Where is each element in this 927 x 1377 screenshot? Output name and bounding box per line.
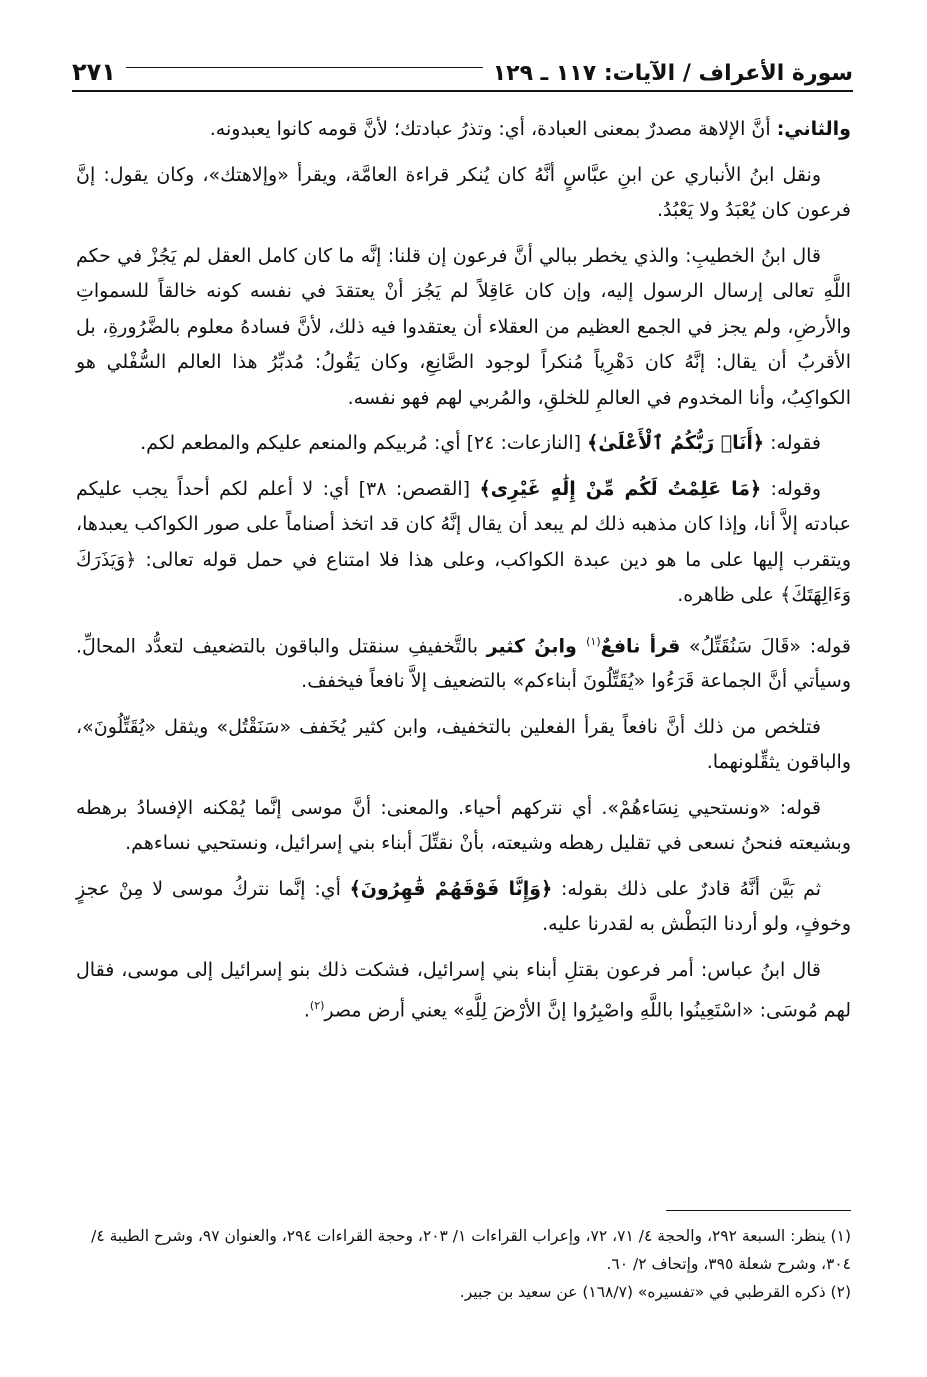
paragraph xyxy=(76,426,851,462)
paragraph xyxy=(76,872,851,943)
paragraph xyxy=(76,112,851,148)
paragraph-text: ونقل ابنُ الأنباري عن ابنِ عبَّاسٍ أنَّهُ كان يُنكر قراءة العامَّة، ويقرأ «وإلاهتك»، وكان يقول: إنَّ فرعون كان يُعْبَدُ ولا يَعْبُدُ. xyxy=(76,163,851,221)
paragraph-text-before: قوله: «قَالَ سَنُقَتِّلُ» xyxy=(680,634,851,657)
reader-name: قرأ نافعٌ xyxy=(600,634,681,657)
paragraph-lead: والثاني: xyxy=(776,118,851,140)
footnote-divider xyxy=(666,1210,851,1217)
page-number: ٢٧١ xyxy=(72,58,116,86)
footnotes xyxy=(76,1222,851,1306)
paragraph xyxy=(76,624,851,700)
paragraph-text: [النازعات: ٢٤] أي: مُربيكم والمنعم عليكم والمطعم لكم. xyxy=(140,432,588,454)
running-title: سورة الأعراف / الآيات: ١١٧ ـ ١٢٩ xyxy=(492,61,853,86)
paragraph-text: قال ابنُ عباس: أمر فرعون بقتلِ أبناء بني إسرائيل، فشكت ذلك بنو إسرائيل إلى موسى، فقال لهم مُوسَى: «اسْتَعِينُوا باللَّهِ واصْبِرُوا إنَّ الأرْضَ لِلَّهِ» يعني أرض مصر xyxy=(76,958,851,1022)
footnote: (١) ينظر: السبعة ٢٩٢، والحجة ٤/ ٧١، ٧٢، وإعراب القراءات ١/ ٢٠٣، وحجة القراءات ٢٩٤، والعنوان ٩٧، وشرح الطيبة ٤/ ٣٠٤، وشرح شعلة ٣٩٥، وإتحاف ٢/ ٦٠. xyxy=(91,1227,851,1273)
paragraph xyxy=(76,472,851,614)
quran-verse: ﴿مَا عَلِمْتُ لَكُم مِّنْ إِلَٰهٍ غَيْرِى﴾ xyxy=(479,477,762,500)
paragraph xyxy=(76,953,851,1029)
paragraph xyxy=(76,239,851,417)
paragraph-text-before: ثم بَيَّن أنَّهُ قادرٌ على ذلك بقوله: xyxy=(552,877,821,900)
paragraph-text-after: . xyxy=(303,999,310,1022)
paragraph xyxy=(76,791,851,862)
paragraph-text: قال ابنُ الخطيبِ: والذي يخطر ببالي أنَّ فرعون إن قلنا: إنَّه ما كان كامل العقل لم يَجُزْ في حكم اللَّهِ تعالى إرسال الرسول إليه، وإن كان عَاقِلاً لم يَجُز أنْ يعتقدَ في نفسه كونه خالقاً للسمواتِ والأرضِ، ولم يجز في الجمع العظيم من العقلاء أن يعتقدوا فيه ذلك، لأنَّ فسادهُ معلوم بالضَّرُورةِ، بل الأقربُ أن يقال: إنَّهُ كان دَهْرِياً مُنكراً لوجود الصَّانِعِ، وكان يَقُولُ: مُدبِّرُ هذا العالم السُّفْلي هو الكواكِبُ، وأنا المخدوم في العالمِ للخلقِ، والمُربي لهم فهو نفسه. xyxy=(76,244,851,409)
quran-verse: ﴿أَنَا۠ رَبُّكُمُ ٱلْأَعْلَىٰ﴾ xyxy=(587,432,765,454)
paragraph-text: بالتَّخفيفِ سنقتل والباقون بالتضعيف لتعدُّد المحالِّ. وسيأتي أنَّ الجماعة قَرَءُوا «يُقَتِّلُونَ أبناءكم» بالتضعيف إلاَّ نافعاً فيخفف. xyxy=(76,634,851,693)
page-header xyxy=(72,44,853,92)
paragraph-text: أي: إنَّما نتركُ موسى لا مِنْ عجزٍ وخوفٍ، ولو أردنا البَطْش به لقدرنا عليه. xyxy=(76,877,851,936)
paragraph-text-before: فقوله: xyxy=(764,432,821,454)
footnote-ref: (٢) xyxy=(309,999,325,1013)
paragraph-text-before: وقوله: xyxy=(761,477,821,500)
reader-name: وابنُ كثير xyxy=(486,634,587,657)
paragraph xyxy=(76,158,851,229)
paragraph-text: أنَّ الإلاهة مصدرٌ بمعنى العبادة، أي: وتذرُ عبادتك؛ لأنَّ قومه كانوا يعبدونه. xyxy=(209,118,777,140)
footnote-ref: (١) xyxy=(586,634,601,648)
paragraph-text: فتلخص من ذلك أنَّ نافعاً يقرأ الفعلين بالتخفيف، وابن كثير يُخَفف «سَنَقْتُل» ويثقل «يُقَتِّلُونَ»، والباقون يثقِّلونهما. xyxy=(76,715,851,774)
footnote: (٢) ذكره القرطبي في «تفسيره» (١٦٨/٧) عن سعيد بن جبير. xyxy=(459,1283,851,1301)
paragraph xyxy=(76,710,851,781)
quran-verse: ﴿وَإِنَّا فَوْقَهُمْ قَٰهِرُونَ﴾ xyxy=(349,877,553,900)
main-text xyxy=(76,112,851,1039)
paragraph-text: [القصص: ٣٨] أي: لا أعلم لكم أحداً يجب عليكم عبادته إلاَّ أنا، وإذا كان مذهبه ذلك لم يبعد أن يقال إنَّهُ كان قد اتخذ أصناماً على صور الكواكب يعبدها، ويتقرب إليها على ما هو دين عبدة الكواكب، وعلى هذا فلا امتناع في حمل قوله تعالى: ﴿وَيَذَرَكَ وَءَالِهَتَكَ﴾ على ظاهره. xyxy=(76,477,851,606)
header-rule xyxy=(126,67,483,68)
paragraph-text: قوله: «ونستحيي نِسَاءهُمْ». أي نتركهم أحياء. والمعنى: أنَّ موسى إنَّما يُمْكنه الإفسادُ برهطه وبشيعته فنحنُ نسعى في تقليل رهطه وشيعته، بأنْ نقتِّلَ أبناء بني إسرائيل، ونستحيي نساءهم. xyxy=(76,796,851,855)
